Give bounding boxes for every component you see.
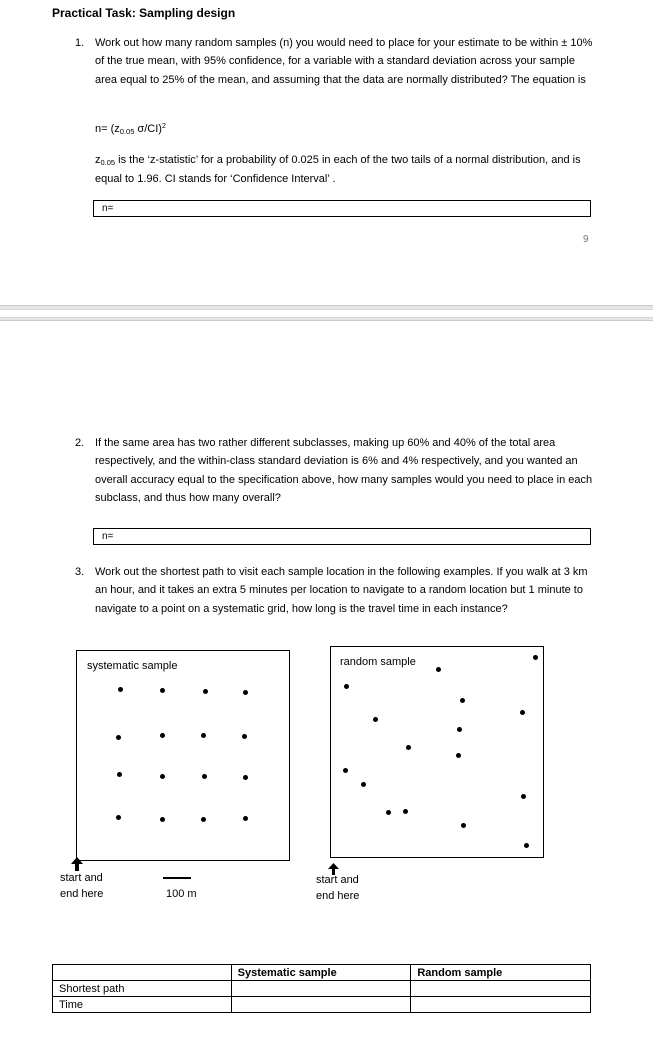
systematic-sample-label: systematic sample [87,660,178,672]
sample-point [243,816,248,821]
results-table [52,964,591,1013]
sample-point [521,794,526,799]
systematic-sample-figure [76,650,290,861]
sample-point [524,843,529,848]
question-2-number: 2. [75,437,85,449]
sample-point [117,772,122,777]
start-label-line2: end here [316,890,360,902]
sample-point [456,753,461,758]
start-label-line1: start and [60,872,103,884]
sample-point [403,809,408,814]
scale-bar [163,877,191,879]
table-header-row [53,965,591,981]
start-arrow-icon [71,857,83,871]
sample-point [116,735,121,740]
sample-point [406,745,411,750]
page-break [0,305,653,321]
start-label-systematic [60,870,103,902]
question-3-number: 3. [75,566,85,578]
equation-prefix: n= (z [95,123,120,135]
answer-field-q2[interactable] [93,528,591,545]
question-1-text: Work out how many random samples (n) you would need to place for your estimate to be within ± 10% of the true mean, with 95% confidence, for a variable with a standard deviation across your sample area equal to 25% of the mean, and assuming that the data are normally distributed? The equation is [95,37,593,86]
table-header-cell [53,965,232,981]
equation-mid: σ/CI) [134,123,162,135]
table-row [53,981,591,997]
z-subscript: 0.05 [100,158,116,167]
answer-cell-random-path[interactable] [411,981,591,997]
sample-point [461,823,466,828]
sample-point [436,667,441,672]
answer-label: n= [102,531,114,542]
start-label-line1: start and [316,874,359,886]
sample-point [373,717,378,722]
start-label-line2: end here [60,888,104,900]
sample-point [201,733,206,738]
table-row [53,997,591,1013]
answer-cell-systematic-path[interactable] [231,981,411,997]
sample-point [118,687,123,692]
start-label-random [316,872,359,904]
page-number: 9 [583,234,589,245]
answer-cell-random-time[interactable] [411,997,591,1013]
question-1-number: 1. [75,37,85,49]
answer-cell-systematic-time[interactable] [231,997,411,1013]
z-statistic-note [95,151,585,189]
sample-point [344,684,349,689]
sample-point [202,774,207,779]
page-title: Practical Task: Sampling design [52,6,236,20]
sample-point [520,710,525,715]
question-3-text: Work out the shortest path to visit each sample location in the following examples. If you walk at 3 km an hour, and it takes an extra 5 minutes per location to navigate to a random location but 1 minute to navigate to a point on a systematic grid, how long is the travel time in each instance? [95,566,588,615]
table-header-cell: Random sample [411,965,591,981]
scale-label: 100 m [166,888,197,900]
sample-point [460,698,465,703]
sample-point [457,727,462,732]
sample-point [203,689,208,694]
equation-subscript: 0.05 [119,127,135,136]
sample-point [201,817,206,822]
sample-point [361,782,366,787]
equation [95,123,166,135]
answer-label: n= [102,203,114,214]
sample-point [243,775,248,780]
table-header-cell: Systematic sample [231,965,411,981]
sample-point [533,655,538,660]
equation-superscript: 2 [161,123,166,130]
sample-point [343,768,348,773]
row-label-time: Time [53,997,232,1013]
answer-field-q1[interactable] [93,200,591,217]
sample-point [116,815,121,820]
sample-point [160,688,165,693]
sample-point [160,774,165,779]
z-description: is the ‘z-statistic’ for a probability of 0.025 in each of the two tails of a normal distribution, and is equal to 1.96. CI stands for ‘Confidence Interval’ . [95,154,581,186]
random-sample-label: random sample [340,656,416,668]
sample-point [160,733,165,738]
row-label-shortest-path: Shortest path [53,981,232,997]
z-symbol: z [95,154,101,166]
random-sample-figure [330,646,544,858]
sample-point [386,810,391,815]
sample-point [160,817,165,822]
sample-point [243,690,248,695]
sample-point [242,734,247,739]
question-2-text: If the same area has two rather different subclasses, making up 60% and 40% of the total area respectively, and the within-class standard deviation is 6% and 4% respectively, and you wanted an overall accuracy equal to the specification above, how many samples would you need to place in each subclass, and thus how many overall? [95,437,593,505]
